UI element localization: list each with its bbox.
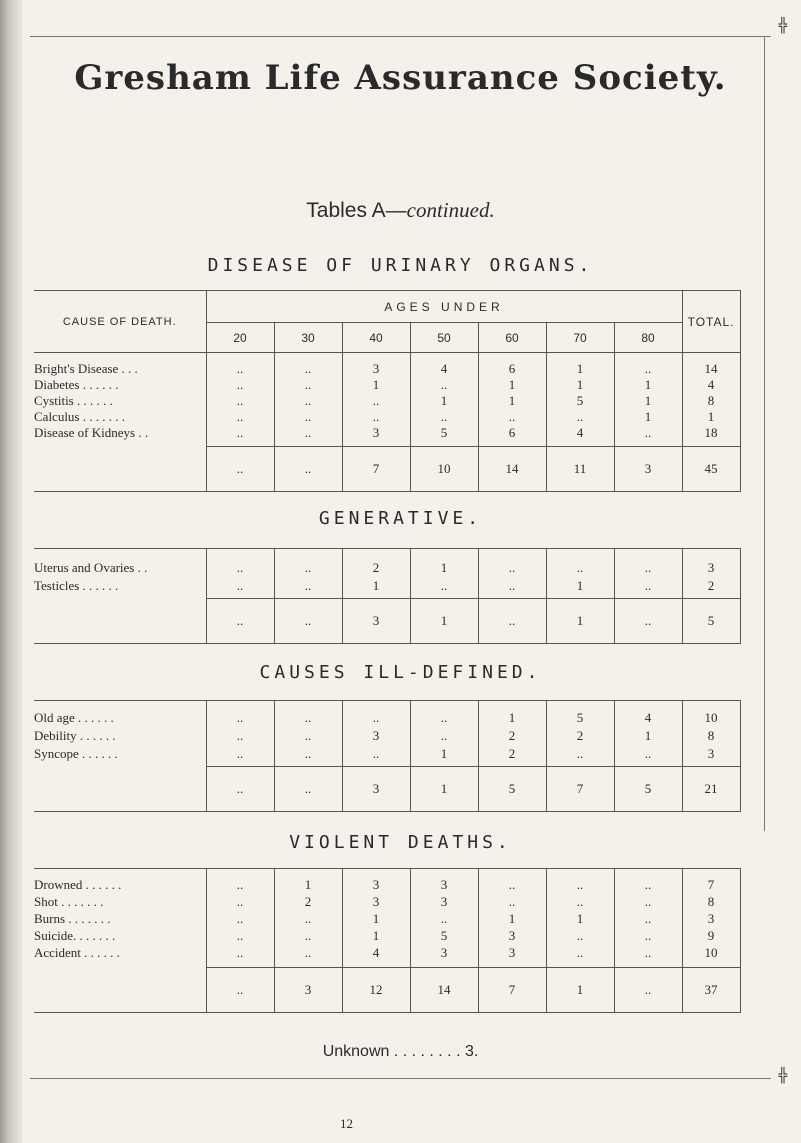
cell-value: ..	[206, 559, 274, 577]
cell-value: ..	[614, 425, 682, 441]
cell-value: 5	[410, 928, 478, 945]
cell-value: ..	[478, 894, 546, 911]
cause-name: Old age . . . . . .	[34, 709, 114, 725]
masthead: Gresham Life Assurance Society.	[74, 58, 727, 98]
cause-name: Accident . . . . . .	[34, 945, 120, 960]
row-total: 10	[682, 945, 740, 962]
header-age: 40	[342, 323, 410, 353]
column-total: ..	[478, 599, 546, 644]
cell-value: 3	[410, 894, 478, 911]
column-total: 3	[342, 767, 410, 812]
cell-value: ..	[478, 877, 546, 894]
cell-value: ..	[206, 709, 274, 727]
column-total: 3	[342, 599, 410, 644]
row-total: 10	[682, 709, 740, 727]
section-title: DISEASE OF URINARY ORGANS.	[207, 255, 594, 276]
cell-value: 1	[342, 577, 410, 595]
cell-value: ..	[342, 393, 410, 409]
cell-value: 4	[546, 425, 614, 441]
cause-name: Burns . . . . . . .	[34, 911, 111, 926]
table-row	[34, 727, 740, 745]
cell-value: ..	[274, 745, 342, 763]
cell-value: 2	[546, 727, 614, 745]
cell-value: ..	[546, 894, 614, 911]
section-title: GENERATIVE.	[318, 508, 483, 529]
cell-value: 1	[614, 377, 682, 393]
unknown-count: Unknown . . . . . . . . 3.	[322, 1043, 479, 1060]
table-row	[34, 894, 740, 911]
cell-value: 2	[478, 727, 546, 745]
cell-value: 1	[342, 928, 410, 945]
cause-name: Uterus and Ovaries . .	[34, 559, 148, 575]
row-total: 1	[682, 409, 740, 425]
cell-value: ..	[206, 745, 274, 763]
cell-value: ..	[410, 409, 478, 425]
cell-value: ..	[614, 894, 682, 911]
row-total: 3	[682, 911, 740, 928]
table-violent	[34, 868, 741, 1017]
grand-total: 5	[682, 599, 740, 644]
top-rule	[30, 36, 771, 37]
totals-row	[34, 599, 740, 644]
cell-value: 3	[342, 894, 410, 911]
table-row	[34, 577, 740, 595]
row-total: 2	[682, 577, 740, 595]
cell-value: ..	[274, 409, 342, 425]
cell-value: ..	[206, 911, 274, 928]
cell-value: 1	[546, 361, 614, 377]
column-total: 1	[410, 599, 478, 644]
cell-value: ..	[614, 928, 682, 945]
header-age: 20	[206, 323, 274, 353]
cell-value: 1	[342, 911, 410, 928]
table-row	[34, 393, 740, 409]
column-total: 7	[546, 767, 614, 812]
cell-value: 5	[546, 709, 614, 727]
row-total: 8	[682, 727, 740, 745]
column-total: ..	[206, 968, 274, 1013]
cell-value: ..	[546, 928, 614, 945]
cell-value: 1	[478, 911, 546, 928]
cell-value: ..	[410, 727, 478, 745]
corner-ornament-icon: ╬	[778, 1068, 787, 1084]
cause-name: Calculus . . . . . . .	[34, 408, 125, 424]
column-total: 7	[478, 968, 546, 1013]
row-total: 9	[682, 928, 740, 945]
cell-value: 5	[546, 393, 614, 409]
table-row	[34, 709, 740, 727]
cell-value: ..	[546, 945, 614, 962]
table-row	[34, 559, 740, 577]
cause-name: Testicles . . . . . .	[34, 577, 119, 593]
cell-value: 3	[342, 425, 410, 441]
cause-name: Suicide. . . . . . .	[34, 928, 116, 943]
cell-value: ..	[478, 577, 546, 595]
cell-value: 1	[614, 409, 682, 425]
cell-value: ..	[274, 559, 342, 577]
cell-value: ..	[410, 709, 478, 727]
table-row	[34, 745, 740, 763]
header-cause: CAUSE OF DEATH.	[34, 291, 206, 353]
cell-value: ..	[342, 745, 410, 763]
cause-name: Drowned . . . . . .	[34, 877, 122, 892]
header-ages-under: AGES UNDER	[206, 291, 682, 323]
row-total: 14	[682, 361, 740, 377]
column-total: 14	[478, 447, 546, 492]
table-row	[34, 928, 740, 945]
grand-total: 37	[682, 968, 740, 1013]
table-ill-defined	[34, 700, 741, 816]
cell-value: 3	[342, 727, 410, 745]
cell-value: 1	[274, 877, 342, 894]
totals-row	[34, 447, 740, 492]
cell-value: 3	[342, 361, 410, 377]
totals-row	[34, 968, 740, 1013]
cell-value: 1	[410, 393, 478, 409]
table-row	[34, 877, 740, 894]
table-row	[34, 361, 740, 377]
cell-value: 1	[614, 393, 682, 409]
subtitle-suffix: continued.	[406, 198, 495, 222]
page-number: 12	[340, 1116, 353, 1131]
column-total: ..	[206, 599, 274, 644]
section-title: CAUSES ILL-DEFINED.	[259, 662, 542, 683]
cell-value: 4	[342, 945, 410, 962]
column-total: 14	[410, 968, 478, 1013]
cell-value: ..	[546, 559, 614, 577]
cell-value: ..	[274, 425, 342, 441]
table-row	[34, 409, 740, 425]
cell-value: ..	[274, 928, 342, 945]
row-total: 8	[682, 393, 740, 409]
cell-value: 5	[410, 425, 478, 441]
cell-value: ..	[206, 393, 274, 409]
book-spine-shadow	[0, 0, 22, 1143]
cause-name: Diabetes . . . . . .	[34, 376, 119, 392]
cell-value: ..	[206, 377, 274, 393]
cell-value: ..	[206, 928, 274, 945]
table-row	[34, 377, 740, 393]
table-row	[34, 911, 740, 928]
cell-value: 1	[478, 709, 546, 727]
cause-name: Debility . . . . . .	[34, 727, 116, 743]
cause-name: Syncope . . . . . .	[34, 745, 118, 761]
header-age: 70	[546, 323, 614, 353]
column-total: ..	[614, 599, 682, 644]
cell-value: ..	[410, 377, 478, 393]
corner-ornament-icon: ╬	[778, 18, 787, 34]
subtitle-prefix: Tables A—	[306, 199, 407, 222]
cell-value: ..	[274, 577, 342, 595]
cell-value: ..	[546, 409, 614, 425]
grand-total: 45	[682, 447, 740, 492]
column-total: 1	[546, 968, 614, 1013]
cell-value: 6	[478, 361, 546, 377]
column-total: 11	[546, 447, 614, 492]
cell-value: ..	[410, 911, 478, 928]
cause-name: Cystitis . . . . . .	[34, 392, 113, 408]
cell-value: 3	[410, 945, 478, 962]
column-total: ..	[274, 767, 342, 812]
cell-value: ..	[546, 877, 614, 894]
cell-value: ..	[206, 577, 274, 595]
cell-value: ..	[614, 745, 682, 763]
cause-name: Bright's Disease . . .	[34, 360, 138, 376]
table-urinary	[34, 290, 741, 496]
cell-value: ..	[342, 709, 410, 727]
column-total: 5	[478, 767, 546, 812]
bottom-rule	[30, 1078, 771, 1079]
cell-value: 1	[342, 377, 410, 393]
row-total: 7	[682, 877, 740, 894]
column-total: ..	[274, 447, 342, 492]
cell-value: ..	[274, 393, 342, 409]
grand-total: 21	[682, 767, 740, 812]
cell-value: ..	[614, 361, 682, 377]
right-rule	[764, 36, 765, 831]
cell-value: 1	[410, 745, 478, 763]
cell-value: ..	[206, 425, 274, 441]
cell-value: ..	[274, 727, 342, 745]
table-generative	[34, 548, 741, 648]
column-total: 3	[274, 968, 342, 1013]
cell-value: 1	[546, 377, 614, 393]
row-total: 18	[682, 425, 740, 441]
table-row	[34, 945, 740, 962]
cell-value: ..	[274, 911, 342, 928]
cell-value: 2	[478, 745, 546, 763]
cell-value: ..	[614, 559, 682, 577]
column-total: 5	[614, 767, 682, 812]
totals-row	[34, 767, 740, 812]
cell-value: ..	[614, 945, 682, 962]
cell-value: ..	[614, 577, 682, 595]
cell-value: ..	[478, 409, 546, 425]
column-total: ..	[206, 767, 274, 812]
column-total: ..	[274, 599, 342, 644]
row-total: 8	[682, 894, 740, 911]
column-total: 7	[342, 447, 410, 492]
cell-value: 1	[478, 393, 546, 409]
cell-value: 1	[478, 377, 546, 393]
header-age: 30	[274, 323, 342, 353]
cell-value: ..	[274, 945, 342, 962]
table-row	[34, 425, 740, 441]
cell-value: 4	[410, 361, 478, 377]
header-age: 60	[478, 323, 546, 353]
header-total: TOTAL.	[682, 291, 740, 353]
row-total: 3	[682, 559, 740, 577]
column-total: 12	[342, 968, 410, 1013]
cell-value: ..	[206, 877, 274, 894]
cell-value: 3	[478, 928, 546, 945]
column-total: 10	[410, 447, 478, 492]
cell-value: ..	[410, 577, 478, 595]
header-age: 50	[410, 323, 478, 353]
cell-value: 3	[342, 877, 410, 894]
column-total: 1	[410, 767, 478, 812]
column-total: 1	[546, 599, 614, 644]
cell-value: 1	[614, 727, 682, 745]
cell-value: ..	[206, 945, 274, 962]
cause-name: Disease of Kidneys . .	[34, 424, 149, 440]
cell-value: ..	[614, 877, 682, 894]
column-total: ..	[614, 968, 682, 1013]
section-title: VIOLENT DEATHS.	[289, 832, 512, 853]
cell-value: 2	[274, 894, 342, 911]
cell-value: ..	[206, 361, 274, 377]
cell-value: 1	[410, 559, 478, 577]
row-total: 3	[682, 745, 740, 763]
cell-value: 3	[478, 945, 546, 962]
cell-value: ..	[274, 361, 342, 377]
cell-value: 3	[410, 877, 478, 894]
cell-value: ..	[206, 727, 274, 745]
header-age: 80	[614, 323, 682, 353]
row-total: 4	[682, 377, 740, 393]
cell-value: ..	[342, 409, 410, 425]
cell-value: ..	[274, 377, 342, 393]
cell-value: ..	[274, 709, 342, 727]
cell-value: ..	[206, 894, 274, 911]
column-total: 3	[614, 447, 682, 492]
cause-name: Shot . . . . . . .	[34, 894, 104, 909]
cell-value: ..	[614, 911, 682, 928]
cell-value: 1	[546, 911, 614, 928]
cell-value: ..	[478, 559, 546, 577]
cell-value: 2	[342, 559, 410, 577]
cell-value: 6	[478, 425, 546, 441]
cell-value: ..	[206, 409, 274, 425]
cell-value: ..	[546, 745, 614, 763]
cell-value: 1	[546, 577, 614, 595]
column-total: ..	[206, 447, 274, 492]
page-subtitle	[0, 198, 801, 223]
cell-value: 4	[614, 709, 682, 727]
